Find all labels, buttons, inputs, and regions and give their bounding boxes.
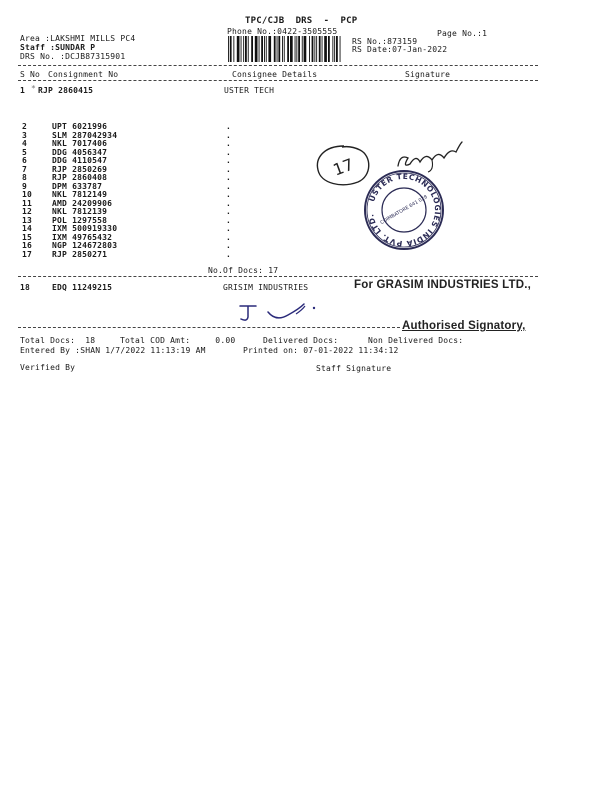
barcode-bar	[287, 36, 289, 62]
row-dot: .	[226, 139, 232, 148]
rs-date: RS Date:07-Jan-2022	[352, 45, 448, 54]
svg-text:USTER TECHNOLOGIES INDIA PVT.: USTER TECHNOLOGIES INDIA PVT. LTD.	[366, 171, 443, 249]
barcode	[227, 36, 343, 62]
row-18-consignee: GRISIM INDUSTRIES	[223, 283, 309, 292]
row-sno: 9	[22, 181, 28, 191]
divider	[18, 276, 538, 277]
row-consignment: NKL 7812139	[52, 207, 108, 216]
row-sno: 7	[22, 164, 28, 174]
row-sno: 16	[22, 241, 33, 250]
row-sno: 10	[22, 190, 33, 199]
barcode-bar	[261, 36, 263, 62]
page-number: Page No.:1	[437, 29, 488, 38]
row-18-sno: 18	[20, 283, 31, 292]
document-title: TPC/CJB DRS - PCP	[245, 16, 358, 26]
barcode-bar	[340, 36, 341, 62]
row-consignment: SLM 287042934	[52, 130, 118, 140]
entered-by: Entered By :SHAN 1/7/2022 11:13:19 AM	[20, 346, 206, 355]
barcode-bar	[268, 36, 271, 62]
row-consignment: RJP 2850269	[52, 164, 108, 174]
col-header-consignment: Consignment No	[48, 70, 119, 79]
barcode-bar	[324, 36, 327, 62]
barcode-bar	[255, 36, 258, 62]
barcode-bar	[248, 36, 249, 62]
total-docs: Total Docs: 18	[20, 336, 96, 345]
row-consignment: NKL 7812149	[52, 190, 108, 199]
row-sno: 3	[22, 130, 28, 140]
row-consignment: POL 1297558	[52, 215, 108, 225]
row-dot: .	[226, 173, 232, 182]
row-consignment: NKL 7017406	[52, 139, 108, 148]
row-sno: 13	[22, 215, 33, 225]
row-consignment: RJP 2850271	[52, 249, 108, 259]
row-sno: 17	[22, 249, 33, 259]
delivered-docs: Delivered Docs:	[263, 336, 339, 345]
svg-text:17: 17	[330, 154, 357, 180]
barcode-bar	[316, 36, 317, 62]
row-consignment: DPM 633787	[52, 181, 103, 191]
barcode-bar	[277, 36, 278, 62]
barcode-bar	[259, 36, 260, 62]
row-dot: .	[226, 224, 232, 233]
row-dot: .	[226, 190, 232, 199]
row-dot: .	[226, 130, 232, 140]
barcode-bar	[290, 36, 293, 62]
company-seal	[362, 168, 446, 252]
barcode-bar	[282, 36, 283, 62]
barcode-bar	[237, 36, 240, 62]
barcode-bar	[298, 36, 300, 62]
barcode-bar	[251, 36, 253, 62]
barcode-bar	[296, 36, 297, 62]
barcode-bar	[314, 36, 315, 62]
barcode-bar	[233, 36, 234, 62]
barcode-bar	[266, 36, 267, 62]
row-sno: 11	[22, 198, 33, 208]
divider	[18, 80, 538, 81]
row-dot: .	[226, 249, 232, 259]
barcode-bar	[328, 36, 330, 62]
row-consignment: IXM 500919330	[52, 224, 118, 233]
barcode-bar	[336, 36, 338, 62]
printed-on: Printed on: 07-01-2022 11:34:12	[243, 346, 399, 355]
row-1-consignment: RJP 2860415	[38, 86, 94, 95]
barcode-bar	[245, 36, 247, 62]
barcode-bar	[264, 36, 265, 62]
row-consignment: DDG 4110547	[52, 156, 108, 165]
divider	[18, 327, 400, 328]
non-delivered-docs: Non Delivered Docs:	[368, 336, 464, 345]
no-of-docs: No.Of Docs: 17	[208, 266, 279, 275]
barcode-bar	[304, 36, 307, 62]
row-sno: 14	[22, 224, 33, 233]
row-consignment: AMD 24209906	[52, 198, 113, 208]
row-1-sno: 1	[20, 86, 26, 95]
barcode-bar	[332, 36, 333, 62]
row-dot: .	[226, 241, 232, 250]
row-dot: .	[226, 181, 232, 191]
row-sno: 12	[22, 207, 33, 216]
row-consignment: NGP 124672803	[52, 241, 118, 250]
row-sno: 5	[22, 147, 28, 157]
col-header-consignee: Consignee Details	[232, 70, 318, 79]
authorised-signatory: Authorised Signatory,	[402, 320, 526, 332]
row-sno: 15	[22, 232, 33, 242]
row-sno: 8	[22, 173, 28, 182]
staff-signature: Staff Signature	[316, 364, 392, 373]
barcode-bar	[334, 36, 335, 62]
row-1-consignee: USTER TECH	[224, 86, 275, 95]
row-dot: .	[226, 198, 232, 208]
svg-text:COIMBATORE 641 028: COIMBATORE 641 028	[379, 194, 429, 226]
row-consignment: RJP 2860408	[52, 173, 108, 182]
drs-number: DRS No. :DCJB87315901	[20, 52, 126, 61]
handwritten-signature	[236, 300, 346, 324]
row-consignment: UPT 6021996	[52, 122, 108, 131]
barcode-bar	[295, 36, 296, 62]
row-18-consignment: EDQ 11249215	[52, 283, 113, 292]
barcode-bar	[309, 36, 310, 62]
row-dot: .	[226, 147, 232, 157]
company-stamp-text: For GRASIM INDUSTRIES LTD.,	[354, 279, 532, 291]
col-header-sno: S No	[20, 70, 41, 79]
divider	[18, 65, 538, 66]
row-sno: 6	[22, 156, 28, 165]
barcode-bar	[302, 36, 303, 62]
row-dot: .	[226, 164, 232, 174]
row-sno: 4	[22, 139, 28, 148]
col-header-signature: Signature	[405, 70, 451, 79]
barcode-bar	[322, 36, 323, 62]
row-marker: *	[31, 84, 37, 93]
barcode-bar	[243, 36, 244, 62]
barcode-bar	[230, 36, 232, 62]
barcode-bar	[312, 36, 314, 62]
row-sno: 2	[22, 122, 28, 131]
row-dot: .	[226, 215, 232, 225]
barcode-bar	[274, 36, 276, 62]
row-dot: .	[226, 232, 232, 242]
rs-number: RS No.:873159	[352, 37, 418, 46]
row-dot: .	[226, 207, 232, 216]
barcode-bar	[241, 36, 242, 62]
row-dot: .	[226, 122, 232, 131]
row-consignment: IXM 49765432	[52, 232, 113, 242]
total-cod: Total COD Amt: 0.00	[120, 336, 236, 345]
barcode-bar	[278, 36, 280, 62]
phone-number: Phone No.:0422-3505555	[227, 27, 338, 36]
list-item	[0, 250, 600, 259]
barcode-bar	[284, 36, 285, 62]
staff-field: Staff :SUNDAR P	[20, 43, 96, 52]
verified-by: Verified By	[20, 363, 76, 372]
row-dot: .	[226, 156, 232, 165]
barcode-bar	[319, 36, 321, 62]
barcode-bar	[228, 36, 229, 62]
row-consignment: DDG 4056347	[52, 147, 108, 157]
area-field: Area :LAKSHMI MILLS PC4	[20, 34, 136, 43]
